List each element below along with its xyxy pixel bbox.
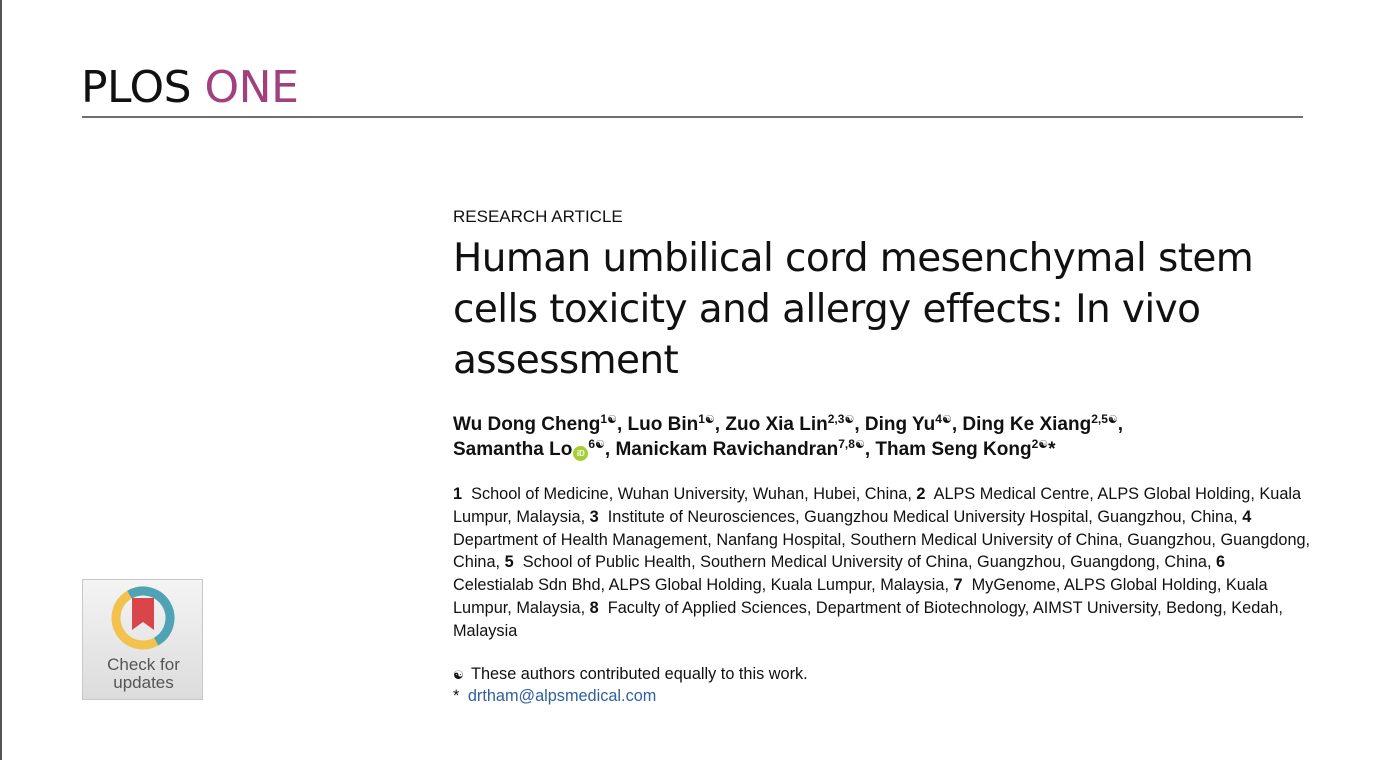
author-name: Luo Bin [627, 414, 699, 435]
equal-contribution-icon: ☯ [941, 414, 952, 426]
check-updates-icon [111, 586, 175, 650]
affiliation-list [453, 483, 1313, 643]
author-affiliation-ref [1032, 437, 1049, 451]
check-for-updates-badge[interactable] [82, 579, 203, 700]
check-updates-text [83, 656, 204, 692]
author-affiliation-ref [588, 437, 605, 451]
check-updates-line2: updates [113, 673, 174, 692]
equal-contribution-icon: ☯ [854, 439, 865, 451]
author-affiliation-ref [600, 412, 617, 426]
equal-contribution-note [453, 664, 808, 685]
affiliation-number: 2,5 [1091, 412, 1108, 426]
author-separator: , [854, 414, 865, 435]
equal-contribution-icon: ☯ [595, 439, 605, 451]
affiliation-number: 7 [953, 576, 963, 595]
journal-logo [81, 62, 298, 114]
affiliation-text: School of Public Health, Southern Medical University of China, Guangzhou, Guangdong, China, [522, 553, 1212, 572]
author-affiliation-ref [828, 412, 855, 426]
affiliation-number: 1 [600, 412, 608, 426]
author-separator: , [714, 414, 726, 435]
corresponding-email-line [453, 686, 656, 706]
author-name: Manickam Ravichandran [615, 439, 839, 460]
author-name: Samantha Lo [453, 439, 573, 460]
author-affiliation-ref [1091, 412, 1118, 426]
author-affiliation-ref [698, 412, 715, 426]
affiliation-number: 2 [1031, 437, 1039, 451]
corresponding-marker: * [453, 687, 460, 705]
author-separator: , [1117, 414, 1124, 435]
affiliation-text: Faculty of Applied Sciences, Department of Biotechnology, AIMST University, Bedong, Kedah, Malaysia [453, 598, 1283, 640]
affiliation-number: 2,3 [827, 412, 845, 426]
affiliation-text: School of Medicine, Wuhan University, Wuhan, Hubei, China, [471, 485, 912, 503]
author-affiliation-ref [935, 412, 952, 426]
article-type: RESEARCH ARTICLE [453, 207, 623, 226]
corresponding-email-link[interactable]: drtham@alpsmedical.com [467, 687, 657, 705]
header-divider [82, 116, 1303, 118]
corresponding-marker: * [1048, 439, 1056, 460]
affiliation-text: Celestialab Sdn Bhd, ALPS Global Holding, Kuala Lumpur, Malaysia, [453, 576, 949, 595]
equal-contribution-text: These authors contributed equally to this work. [471, 665, 808, 683]
affiliation-number: 1 [698, 412, 705, 426]
equal-contribution-icon: ☯ [453, 668, 464, 682]
orcid-icon[interactable]: iD [573, 446, 588, 461]
affiliation-number: 6 [1216, 553, 1226, 572]
affiliation-number: 8 [589, 598, 599, 617]
author-list [453, 412, 1313, 462]
affiliation-text: MyGenome, ALPS Global Holding, Kuala Lumpur, Malaysia, [453, 576, 1268, 617]
affiliation-number: 2 [916, 485, 926, 503]
affiliation-number: 1 [453, 485, 463, 503]
affiliation-number: 4 [935, 412, 942, 426]
affiliation-number: 4 [1242, 507, 1252, 526]
author-separator: , [951, 414, 963, 435]
author-name: Wu Dong Cheng [453, 414, 601, 435]
author-separator: , [864, 439, 876, 460]
bookmark-icon [132, 598, 154, 630]
affiliation-number: 3 [589, 507, 599, 526]
equal-contribution-icon: ☯ [1038, 439, 1049, 451]
affiliation-number: 5 [504, 553, 514, 572]
equal-contribution-icon: ☯ [704, 414, 715, 426]
author-affiliation-ref [838, 437, 865, 451]
equal-contribution-icon: ☯ [1107, 414, 1118, 426]
logo-plos-text: PLOS [81, 62, 192, 113]
affiliation-number: 6 [588, 437, 595, 451]
author-name: Ding Yu [864, 414, 936, 435]
author-name: Tham Seng Kong [875, 439, 1032, 460]
equal-contribution-icon: ☯ [844, 414, 855, 426]
article-title: Human umbilical cord mesenchymal stem cells toxicity and allergy effects: In vivo assessment [453, 236, 1254, 383]
author-name: Ding Ke Xiang [962, 414, 1092, 435]
equal-contribution-icon: ☯ [607, 414, 617, 426]
check-updates-line1: Check for [107, 655, 180, 674]
page-left-edge [0, 0, 2, 760]
author-name: Zuo Xia Lin [725, 414, 828, 435]
logo-one-text: ONE [204, 62, 299, 113]
affiliation-text: ALPS Medical Centre, ALPS Global Holding, Kuala Lumpur, Malaysia, [453, 485, 1302, 526]
author-separator: , [604, 439, 616, 460]
author-separator: , [616, 414, 628, 435]
affiliation-text: Department of Health Management, Nanfang Hospital, Southern Medical University of China, Guangzhou, Guangdong, China, [453, 530, 1311, 572]
affiliation-text: Institute of Neurosciences, Guangzhou Medical University Hospital, Guangzhou, China, [607, 507, 1238, 526]
affiliation-number: 7,8 [838, 437, 855, 451]
